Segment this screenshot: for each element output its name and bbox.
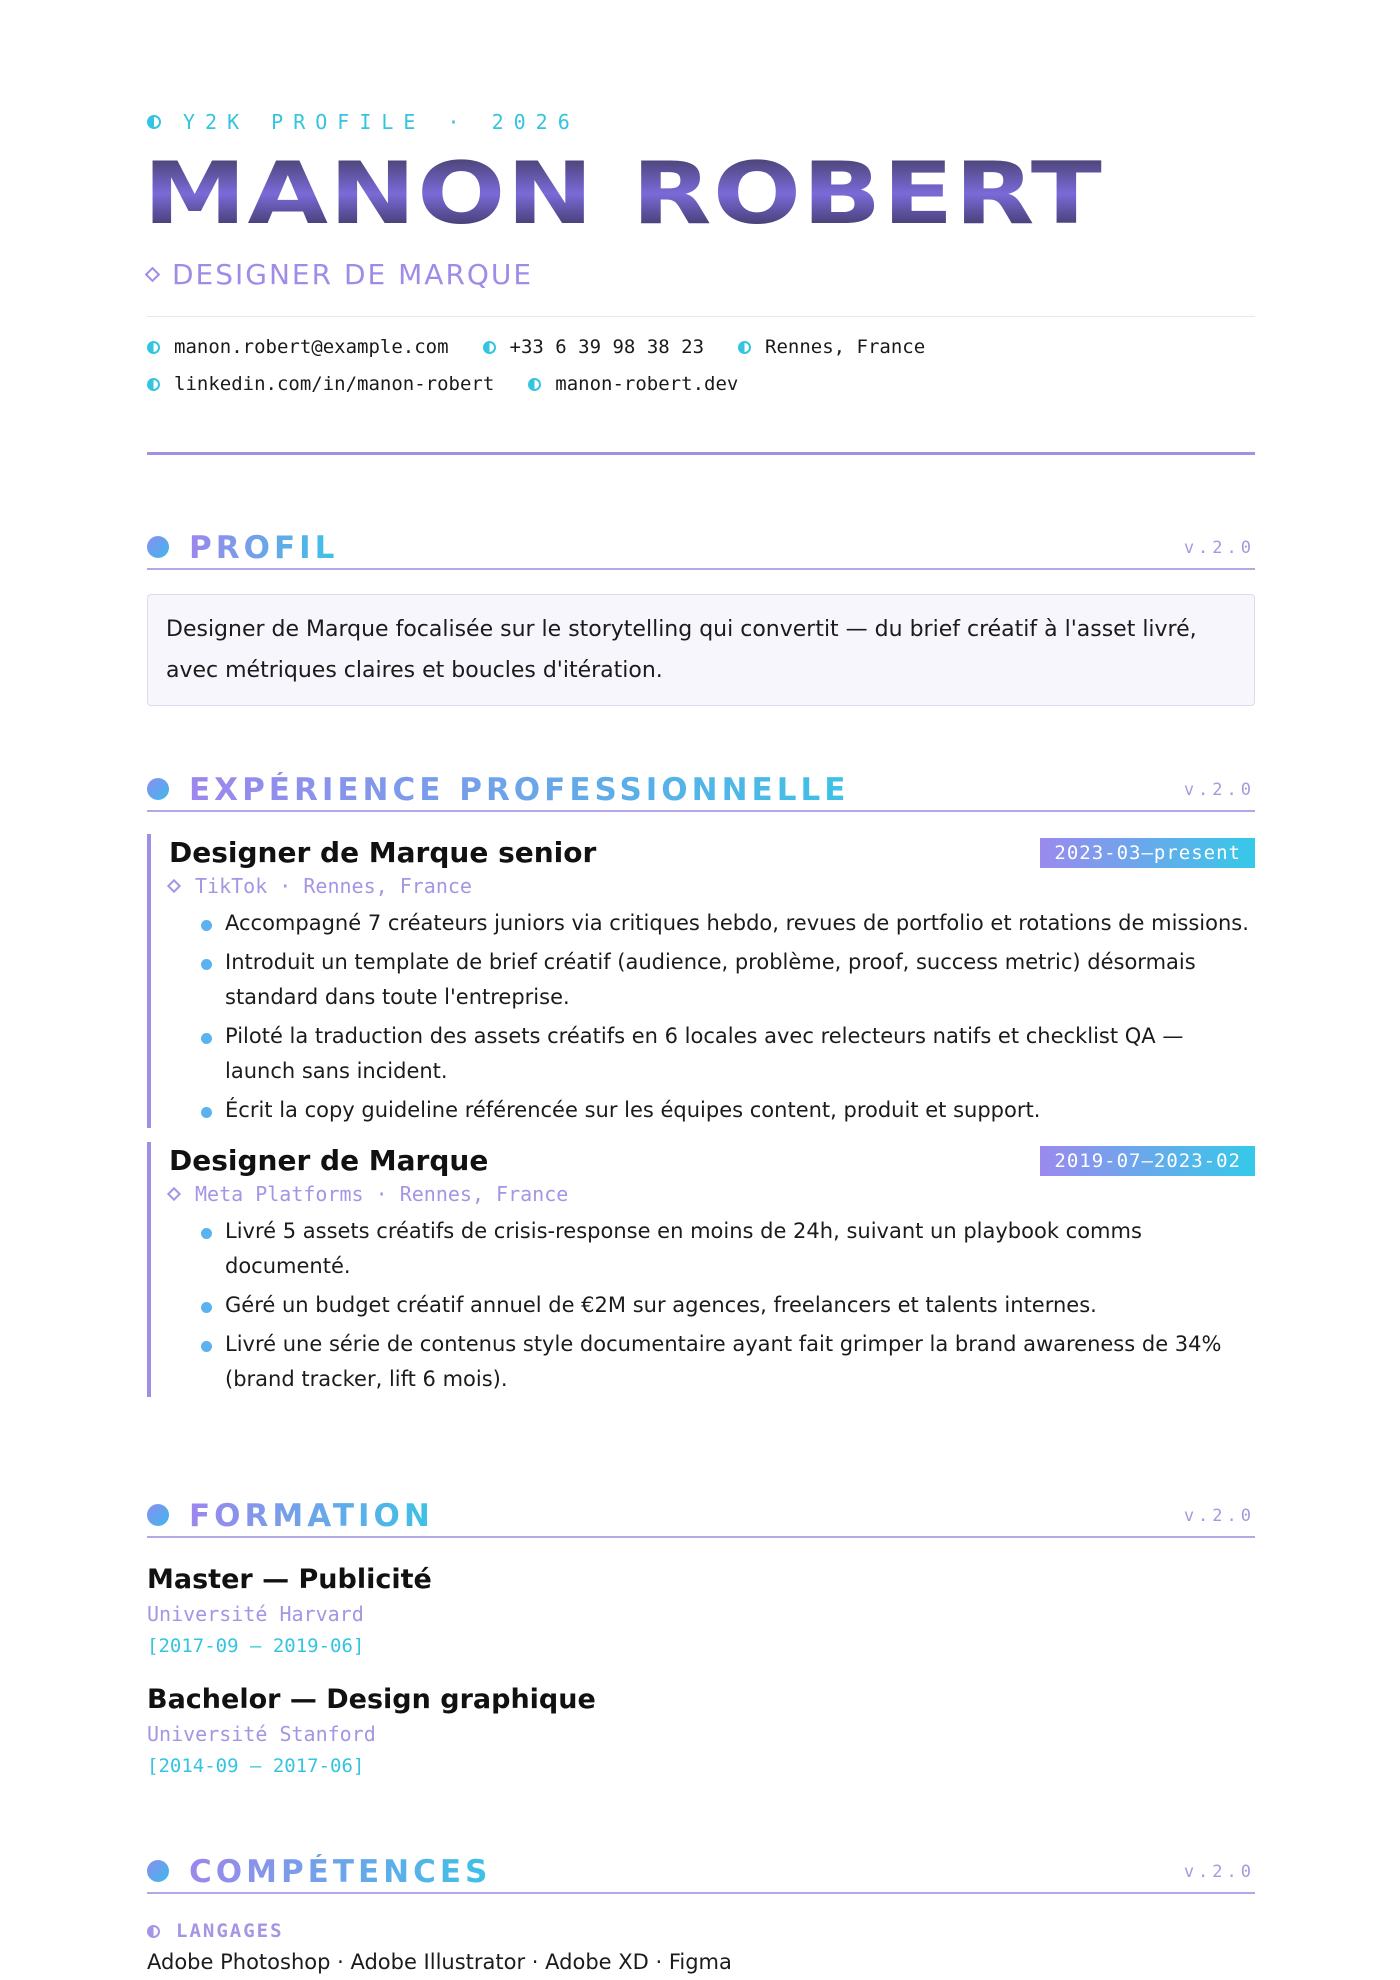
section-header bbox=[147, 1844, 1255, 1894]
section-header bbox=[147, 520, 1255, 570]
candidate-name: MANON ROBERT bbox=[143, 143, 1103, 244]
contact-row-2 bbox=[147, 373, 772, 395]
job-bullets bbox=[169, 906, 1255, 1128]
list-item: Introduit un template de brief créatif (audience, problème, proof, success metric) désormais standard dans toute l'entreprise. bbox=[201, 945, 1255, 1015]
skill-category bbox=[147, 1920, 1255, 1942]
job-org bbox=[169, 874, 1255, 898]
job-org-text: TikTok · Rennes, France bbox=[195, 874, 472, 898]
half-circle-icon bbox=[147, 341, 160, 354]
section-header bbox=[147, 1488, 1255, 1538]
job-dates-badge: 2023-03—present bbox=[1040, 838, 1255, 868]
education-degree: Bachelor — Design graphique bbox=[147, 1684, 596, 1715]
section-dot-icon bbox=[147, 1860, 169, 1882]
job-bullets bbox=[169, 1214, 1255, 1397]
section-dot-icon bbox=[147, 536, 169, 558]
half-circle-icon bbox=[147, 1925, 160, 1938]
list-item: Géré un budget créatif annuel de €2M sur agences, freelancers et talents internes. bbox=[201, 1288, 1255, 1323]
half-circle-icon bbox=[483, 341, 496, 354]
list-item: Accompagné 7 créateurs juniors via critiques hebdo, revues de portfolio et rotations de missions. bbox=[201, 906, 1255, 941]
skill-category-text: LANGAGES bbox=[176, 1920, 284, 1942]
section-version: v.2.0 bbox=[1183, 538, 1255, 558]
half-circle-icon bbox=[528, 378, 541, 391]
header-divider bbox=[147, 316, 1255, 317]
skill-list: Adobe Photoshop · Adobe Illustrator · Adobe XD · Figma bbox=[147, 1950, 732, 1974]
list-item: Écrit la copy guideline référencée sur les équipes content, produit et support. bbox=[201, 1093, 1255, 1128]
section-title: EXPÉRIENCE PROFESSIONNELLE bbox=[189, 772, 850, 808]
contact-phone[interactable] bbox=[483, 336, 704, 358]
tagline-text: Y2K PROFILE · 2026 bbox=[183, 110, 580, 134]
section-version: v.2.0 bbox=[1183, 780, 1255, 800]
linkedin-text: linkedin.com/in/manon-robert bbox=[174, 373, 495, 395]
education-school: Université Harvard bbox=[147, 1602, 364, 1626]
section-title: FORMATION bbox=[189, 1498, 434, 1534]
section-dot-icon bbox=[147, 1504, 169, 1526]
section-dot-icon bbox=[147, 778, 169, 800]
job-org-text: Meta Platforms · Rennes, France bbox=[195, 1182, 569, 1206]
section-experience bbox=[147, 762, 1255, 1401]
section-title: PROFIL bbox=[189, 530, 339, 566]
contact-email[interactable] bbox=[147, 336, 449, 358]
section-skills bbox=[147, 1844, 1255, 1978]
half-circle-icon bbox=[738, 341, 751, 354]
contact-linkedin[interactable] bbox=[147, 373, 494, 395]
job-entry bbox=[147, 1142, 1255, 1397]
education-dates: [2017-09 – 2019-06] bbox=[147, 1635, 365, 1657]
location-text: Rennes, France bbox=[765, 336, 926, 358]
half-circle-icon bbox=[147, 378, 160, 391]
job-entry bbox=[147, 834, 1255, 1128]
email-text: manon.robert@example.com bbox=[174, 336, 449, 358]
section-header bbox=[147, 762, 1255, 812]
profile-summary: Designer de Marque focalisée sur le storytelling qui convertit — du brief créatif à l'asset livré, avec métriques claires et boucles d'itération. bbox=[147, 594, 1255, 706]
diamond-icon bbox=[145, 267, 161, 283]
candidate-role bbox=[147, 258, 533, 291]
job-org bbox=[169, 1182, 1255, 1206]
list-item: Livré 5 assets créatifs de crisis-response en moins de 24h, suivant un playbook comms documenté. bbox=[201, 1214, 1255, 1284]
diamond-icon bbox=[167, 879, 181, 893]
role-text: DESIGNER DE MARQUE bbox=[172, 258, 534, 291]
section-education bbox=[147, 1488, 1255, 1782]
education-entry bbox=[147, 1562, 1255, 1662]
contact-website[interactable] bbox=[528, 373, 738, 395]
education-entry bbox=[147, 1682, 1255, 1782]
job-dates-badge: 2019-07—2023-02 bbox=[1040, 1146, 1255, 1176]
section-title: COMPÉTENCES bbox=[189, 1854, 492, 1890]
half-circle-icon bbox=[147, 115, 161, 129]
education-degree: Master — Publicité bbox=[147, 1564, 432, 1595]
phone-text: +33 6 39 98 38 23 bbox=[509, 336, 705, 358]
education-dates: [2014-09 – 2017-06] bbox=[147, 1755, 365, 1777]
list-item: Piloté la traduction des assets créatifs en 6 locales avec relecteurs natifs et checklist QA — launch sans incident. bbox=[201, 1019, 1255, 1089]
education-school: Université Stanford bbox=[147, 1722, 376, 1746]
section-profile bbox=[147, 520, 1255, 706]
section-version: v.2.0 bbox=[1183, 1862, 1255, 1882]
header-tagline bbox=[147, 110, 580, 134]
section-version: v.2.0 bbox=[1183, 1506, 1255, 1526]
diamond-icon bbox=[167, 1187, 181, 1201]
job-title: Designer de Marque senior bbox=[169, 836, 597, 869]
contact-row-1 bbox=[147, 336, 959, 358]
contact-location bbox=[738, 336, 925, 358]
list-item: Livré une série de contenus style documentaire ayant fait grimper la brand awareness de 34% (brand tracker, lift 6 mois). bbox=[201, 1327, 1255, 1397]
website-text: manon-robert.dev bbox=[555, 373, 739, 395]
header-bottom-rule bbox=[147, 452, 1255, 455]
job-title: Designer de Marque bbox=[169, 1144, 489, 1177]
